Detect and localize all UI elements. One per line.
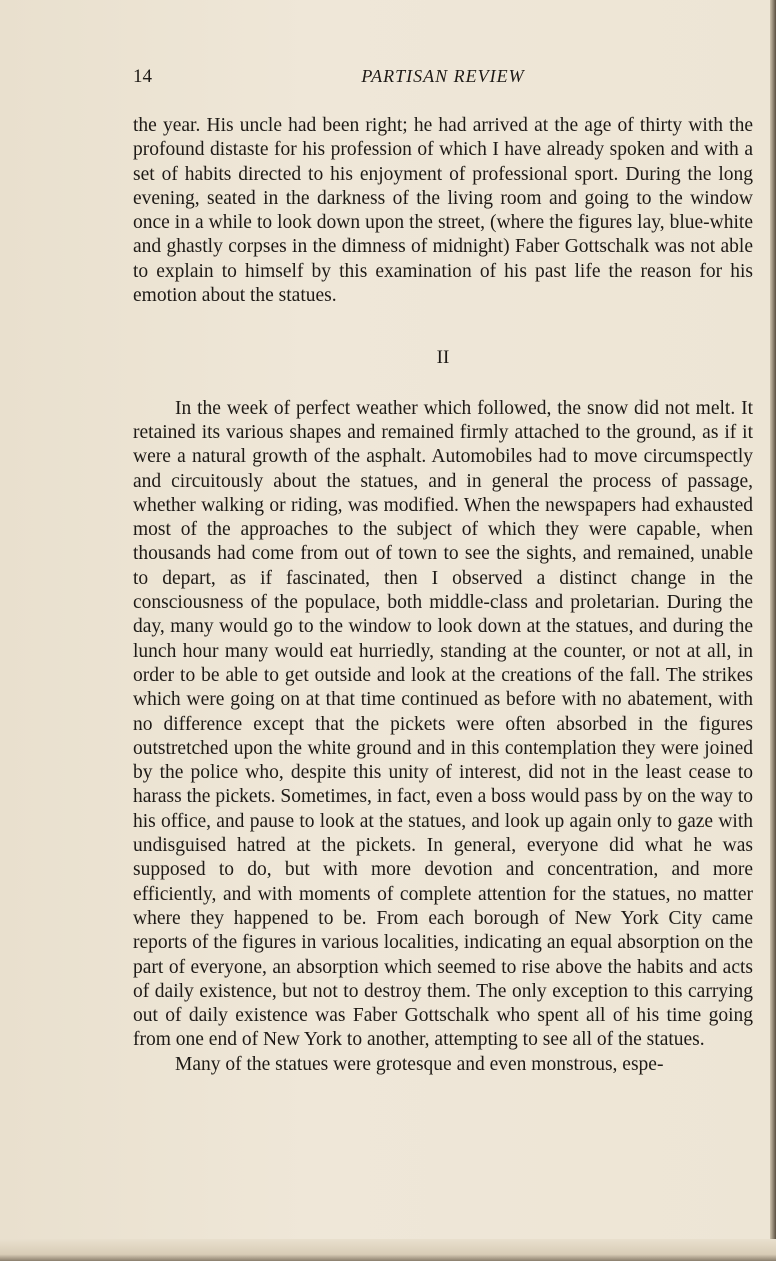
paragraph: the year. His uncle had been right; he had arrived at the age of thirty with the profound distaste for his profession of which I have already spoken and with a set of habits directed to his enjoyment of professional sport. During the long evening, seated in the darkness of the living room and going to the window once in a while to look down upon the street, (where the figures lay, blue-white and ghastly corpses in the dimness of midnight) Faber Gottschalk was not able to explain to himself by this examination of his past life the reason for his emotion about the statues.	[133, 115, 753, 307]
page-number: 14	[133, 66, 152, 87]
page-edge-bottom	[0, 1239, 776, 1261]
page-header	[133, 66, 753, 90]
body-text	[133, 114, 753, 1077]
running-title: PARTISAN REVIEW	[361, 66, 525, 86]
paragraph: Many of the statues were grotesque and even monstrous, espe-	[175, 1053, 664, 1075]
paragraph: In the week of perfect weather which followed, the snow did not melt. It retained its various shapes and remained firmly attached to the ground, as if it were a natural growth of the asphalt. Automobiles had to move circumspectly and circuitously about the statues, and in general the process of passage, whether walking or riding, was modified. When the newspapers had exhausted most of the approaches to the subject of which they were capable, when thousands had come from out of town to see the sights, and remained, unable to depart, as if fascinated, then I observed a distinct change in the consciousness of the populace, both middle-class and proletarian. During the day, many would go to the window to look down at the statues, and during the lunch hour many would eat hurriedly, standing at the counter, or not at all, in order to be able to get outside and look at the creations of the fall. The strikes which were going on at that time continued as before with no abatement, with no difference except that the pickets were often absorbed in the figures outstretched upon the white ground and in this contemplation they were joined by the police who, despite this unity of interest, did not in the least cease to harass the pickets. Sometimes, in fact, even a boss would pass by on the way to his office, and pause to look at the statues, and look up again only to gaze with undisguised hatred at the pickets. In general, everyone did what he was supposed to do, but with more devotion and concentration, and more efficiently, and with moments of complete attention for the statues, no matter where they happened to be. From each borough of New York City came reports of the figures in various localities, indicating an equal absorption on the part of everyone, an absorption which seemed to rise above the habits and acts of daily existence, but not to destroy them. The only exception to this carrying out of daily existence was Faber Gottschalk who spent all of his time going from one end of New York to another, attempting to see all of the statues.	[133, 397, 753, 1051]
page-edge-right	[770, 0, 776, 1261]
section-heading: II	[436, 347, 450, 369]
